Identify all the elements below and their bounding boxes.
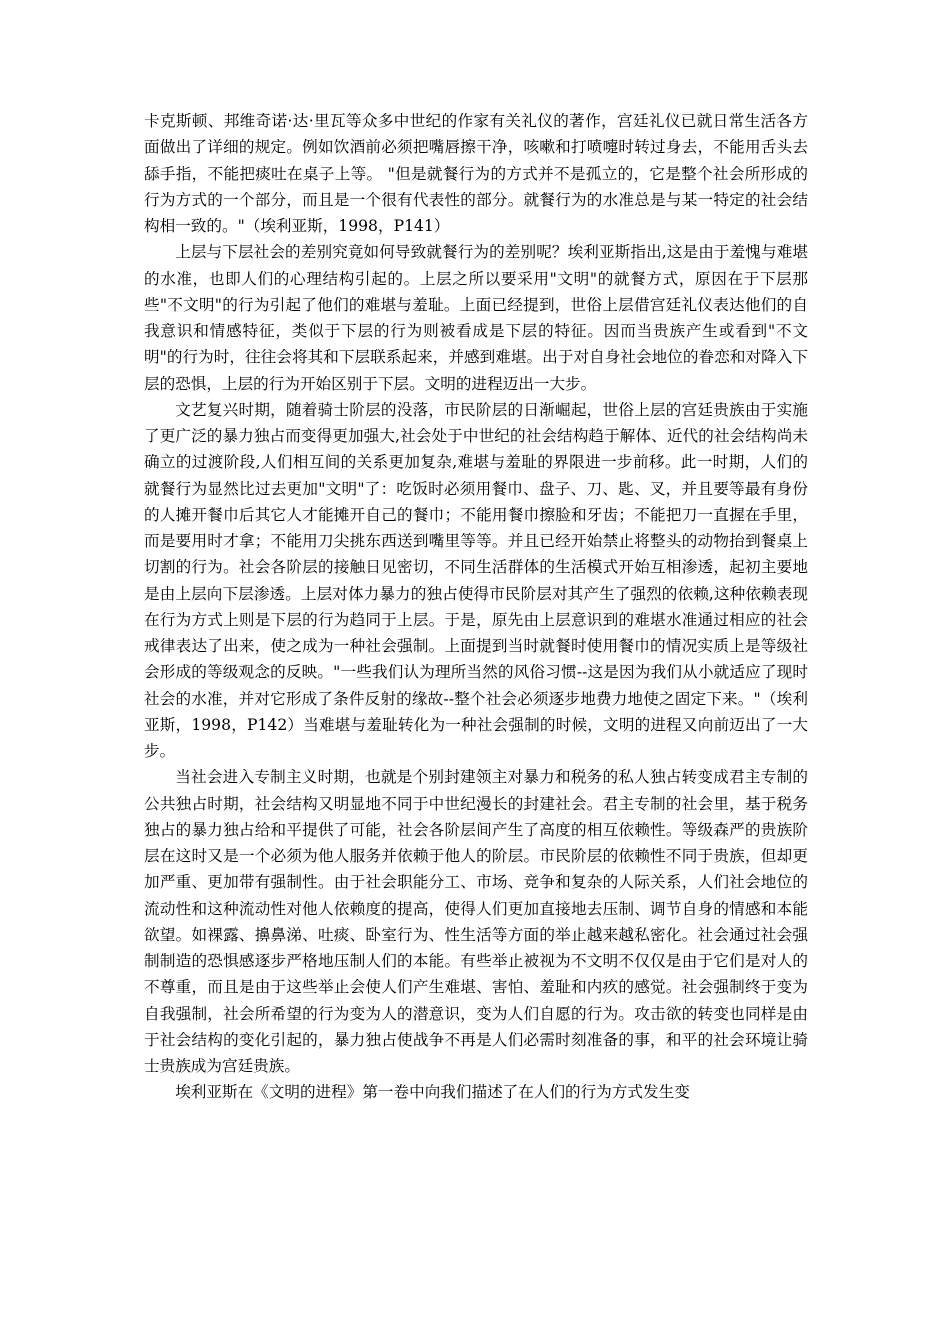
paragraph-absolutism: 当社会进入专制主义时期，也就是个别封建领主对暴力和税务的私人独占转变成君主专制的公共独占时期，社会结构又明显地不同于中世纪漫长的封建社会。君主专制的社会里，基于税务独占的暴力独占给和平提供了可能，社会各阶层间产生了高度的相互依赖性。等级森严的贵族阶层在这时又是一个必须为他人服务并依赖于他人的阶层。市民阶层的依赖性不同于贵族，但却更加严重、更加带有强制性。由于社会职能分工、市场、竞争和复杂的人际关系，人们社会地位的流动性和这种流动性对他人依赖度的提高，使得人们更加直接地去压制、调节自身的情感和本能欲望。如裸露、擤鼻涕、吐痰、卧室行为、性生活等方面的举止越来越私密化。社会通过社会强制制造的恐惧感逐步严格地压制人们的本能。有些举止被视为不文明不仅仅是由于它们是对人的不尊重，而且是由于这些举止会使人们产生难堪、害怕、羞耻和内疚的感觉。社会强制终于变为自我强制，社会所希望的行为变为人的潜意识，变为人们自愿的行为。攻击欲的转变也同样是由于社会结构的变化引起的，暴力独占使战争不再是人们必需时刻准备的事，和平的社会环境让骑士贵族成为宫廷贵族。 [144, 768, 808, 1075]
document-page [144, 108, 808, 1106]
paragraph-renaissance: 文艺复兴时期，随着骑士阶层的没落，市民阶层的日渐崛起，世俗上层的宫廷贵族由于实施了更广泛的暴力独占而变得更加强大,社会处于中世纪的社会结构趋于解体、近代的社会结构尚未确立的过渡阶段,人们相互间的关系更加复杂,难堪与羞耻的界限进一步前移。此一时期，人们的就餐行为显然比过去更加"文明"了：吃饭时必须用餐巾、盘子、刀、匙、叉，并且要等最有身份的人摊开餐巾后其它人才能摊开自己的餐巾；不能用餐巾擦脸和牙齿；不能把刀一直握在手里，而是要用时才拿；不能用刀尖挑东西送到嘴里等等。并且已经开始禁止将整头的动物抬到餐桌上切割的行为。社会各阶层的接触日见密切，不同生活群体的生活模式开始互相渗透，起初主要地是由上层向下层渗透。上层对体力暴力的独占使得市民阶层对其产生了强烈的依赖,这种依赖表现在行为方式上则是下层的行为趋同于上层。于是，原先由上层意识到的难堪水准通过相应的社会戒律表达了出来，使之成为一种社会强制。上面提到当时就餐时使用餐巾的情况实质上是等级社会形成的等级观念的反映。"一些我们认为理所当然的风俗习惯--这是因为我们从小就适应了现时社会的水准，并对它形成了条件反射的缘故--整个社会必须逐步地费力地使之固定下来。"（埃利亚斯，1998，P142）当难堪与羞耻转化为一种社会强制的时候，文明的进程又向前迈出了一大步。 [144, 400, 808, 760]
paragraph-continued: 卡克斯顿、邦维奇诺·达·里瓦等众多中世纪的作家有关礼仪的著作，宫廷礼仪已就日常生活各方面做出了详细的规定。例如饮酒前必须把嘴唇擦干净，咳嗽和打喷嚏时转过身去，不能用舌头去舔手指，不能把痰吐在桌子上等。 "但是就餐行为的方式并不是孤立的，它是整个社会所形成的行为方式的一个部分，而且是一个很有代表性的部分。就餐行为的水准总是与某一特定的社会结构相一致的。"（埃利亚斯，1998，P141） [144, 112, 808, 235]
paragraph-elias-volume-one: 埃利亚斯在《文明的进程》第一卷中向我们描述了在人们的行为方式发生变 [175, 1083, 690, 1102]
paragraph-shame-embarrassment: 上层与下层社会的差别究竟如何导致就餐行为的差别呢？埃利亚斯指出,这是由于羞愧与难堪的水准，也即人们的心理结构引起的。上层之所以要采用"文明"的就餐方式，原因在于下层那些"不文明"的行为引起了他们的难堪与羞耻。上面已经提到，世俗上层借宫廷礼仪表达他们的自我意识和情感特征，类似于下层的行为则被看成是下层的特征。因而当贵族产生或看到"不文明"的行为时，往往会将其和下层联系起来，并感到难堪。出于对自身社会地位的眷恋和对降入下层的恐惧，上层的行为开始区别于下层。文明的进程迈出一大步。 [144, 243, 808, 393]
